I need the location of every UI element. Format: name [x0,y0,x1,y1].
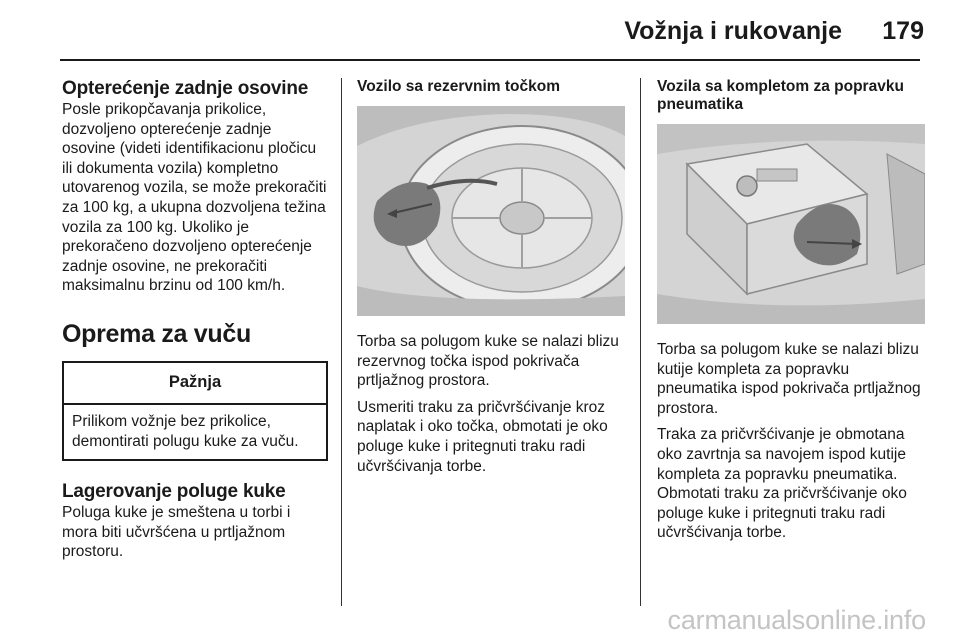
repair-kit-caption: Torba sa polugom kuke se nalazi blizu kutije kompleta za popravku pneumatika ispod pokrivača prtljažnog prostora. [657,341,921,417]
page-header [0,0,960,60]
repair-kit-heading: Vozila sa kompletom za popravku pneumatika [657,78,904,113]
column-divider-1 [341,78,342,606]
rear-axle-load-text: Posle prikopčavanja prikolice, dozvoljeno opterećenje zadnje osovine (videti identifikacionu pločicu ili dokumenta vozila) kompletno utovarenog vozila, se može prekoračiti za 100 kg, a ukupna dozvoljena težina vozila za 100 kg. Ukoliko je prekoračeno dozvoljeno opterećenje zadnje osovine, ne prekoračiti maksimalnu brzinu od 100 km/h. [62,101,327,295]
repair-kit-drawing [657,124,925,324]
column-3 [657,78,925,543]
caution-title: Pažnja [64,363,326,405]
spare-wheel-drawing [357,106,625,316]
column-2 [357,78,625,476]
page-number: 179 [882,17,924,45]
caution-text: Prilikom vožnje bez prikolice, demontirati polugu kuke za vuču. [72,412,299,450]
towbar-storage-text: Poluga kuke je smeštena u torbi i mora biti učvršćena u prtljažnom prostoru. [62,504,291,561]
caution-box [62,361,328,461]
rear-axle-load-heading: Opterećenje zadnje osovine [62,78,309,99]
spare-wheel-caption: Torba sa polugom kuke se nalazi blizu rezervnog točka ispod pokrivača prtljažnog prostora. [357,333,619,390]
header-rule [60,59,920,61]
repair-kit-instructions: Traka za pričvršćivanje je obmotana oko zavrtnja sa navojem ispod kutije kompleta za popravku pneumatika. Obmotati traku za pričvršćivanje oko poluge kuke i pritegnuti traku radi učvršćivanja torbe. [657,426,907,542]
chapter-title: Vožnja i rukovanje [624,17,842,45]
spare-wheel-instructions: Usmeriti traku za pričvršćivanje kroz naplatak i oko točka, obmotati je oko poluge kuke i pritegnuti traku radi učvršćivanja torbe. [357,398,608,475]
towbar-storage-heading: Lagerovanje poluge kuke [62,481,286,503]
column-divider-2 [640,78,641,606]
watermark: carmanualsonline.info [667,605,926,635]
spare-wheel-illustration [357,106,625,316]
column-1 [62,78,328,562]
towing-equipment-heading: Oprema za vuču [62,319,251,348]
spare-wheel-heading: Vozilo sa rezervnim točkom [357,78,560,95]
repair-kit-illustration [657,124,925,324]
